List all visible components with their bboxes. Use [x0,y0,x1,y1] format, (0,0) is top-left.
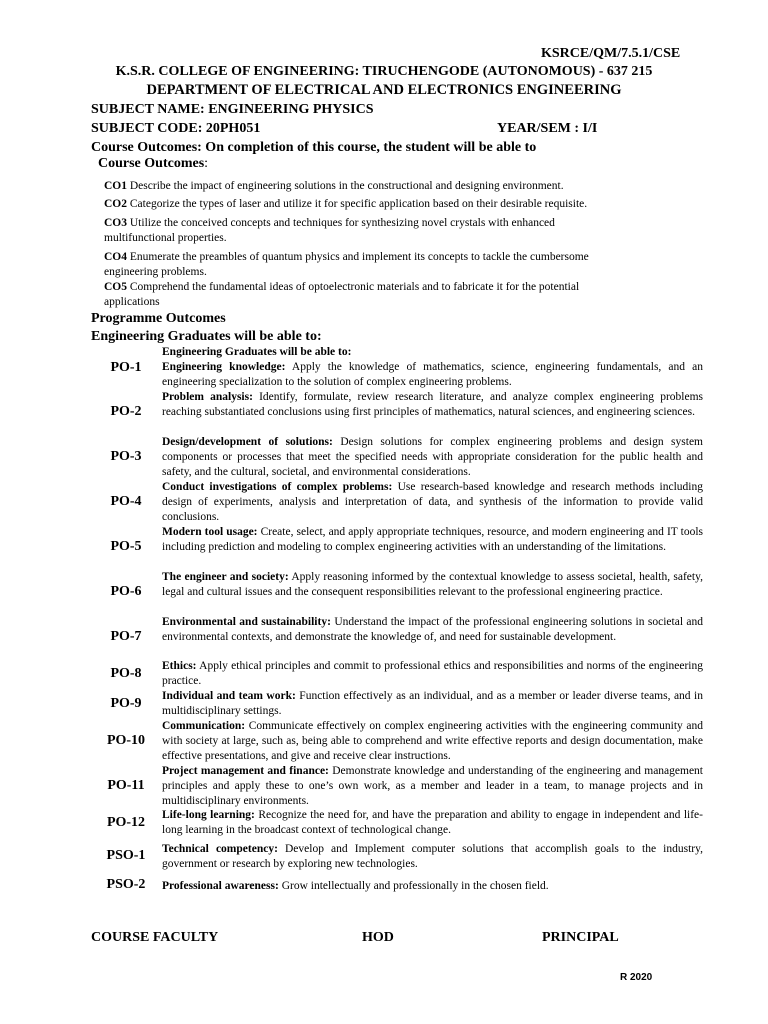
subject-name: SUBJECT NAME: ENGINEERING PHYSICS [91,102,374,117]
po-label: PSO-1 [106,848,146,863]
po-text: Function effectively as an individual, and as a member or leader diverse teams, and in multidisciplinary settings. [162,690,703,717]
po-text: Apply reasoning informed by the contextual knowledge to assess societal, health, safety, legal and cultural issues and the consequent responsibilities relevant to the professional engineering practice. [162,571,703,598]
department-name: DEPARTMENT OF ELECTRICAL AND ELECTRONICS ENGINEERING [146,82,622,98]
signature-hod: HOD [362,930,394,945]
course-outcome-id: CO1 [104,180,127,192]
po-label: PO-8 [110,666,142,681]
year-sem: YEAR/SEM : I/I [497,121,598,136]
programme-outcomes-subheading-small: Engineering Graduates will be able to: [162,346,352,358]
po-label: PO-5 [110,539,142,554]
po-description [162,689,703,719]
po-text: Grow intellectually and professionally in the chosen field. [281,880,549,892]
po-label: PO-2 [110,404,142,419]
course-outcome-id: CO4 [104,251,127,263]
po-title: Individual and team work: [162,690,296,702]
course-outcome-item [104,197,644,212]
po-description [162,360,703,390]
po-description [162,570,703,600]
po-label: PO-12 [106,815,146,830]
subject-code: SUBJECT CODE: 20PH051 [91,121,261,136]
po-label: PO-10 [106,733,146,748]
course-outcome-item [104,179,644,194]
signature-principal: PRINCIPAL [542,930,619,945]
po-text: Understand the impact of the professional engineering solutions in societal and environmental contexts, and demonstrate the knowledge of, and need for sustainable development. [162,616,704,643]
po-label: PO-1 [110,360,142,375]
po-label: PO-9 [110,696,142,711]
po-text: Communicate effectively on complex engineering activities with the engineering community and with society at large, such as, being able to comprehend and write effective reports and design documentation, make effective presentations, and give and receive clear instructions. [162,720,703,762]
po-label: PSO-2 [106,877,146,892]
course-outcome-text: Comprehend the fundamental ideas of optoelectronic materials and to fabricate it for the potential applications [104,281,580,308]
course-outcomes-intro: Course Outcomes: On completion of this course, the student will be able to [91,140,537,155]
document-reference: KSRCE/QM/7.5.1/CSE [541,46,681,61]
po-description [162,719,703,764]
po-label: PO-7 [110,629,142,644]
course-outcome-text: Describe the impact of engineering solutions in the constructional and designing environment. [129,180,564,192]
course-outcomes-heading-colon: : [204,156,209,171]
po-description [162,808,703,838]
course-outcomes-heading [98,156,208,172]
course-outcomes-heading-text: Course Outcomes [98,156,205,171]
po-description [162,764,703,809]
po-title: Technical competency: [162,843,278,855]
course-outcome-id: CO2 [104,198,127,210]
po-label: PO-3 [110,449,142,464]
po-title: Engineering knowledge: [162,361,286,373]
po-description [162,615,703,645]
po-description [162,659,703,689]
po-description [162,879,703,894]
po-text: Identify, formulate, review research literature, and analyze complex engineering problems reaching substantiated conclusions using first principles of mathematics, natural sciences, and engineering sciences. [162,391,703,418]
programme-outcomes-heading: Programme Outcomes [91,311,226,326]
po-title: Modern tool usage: [162,526,258,538]
po-title: Life-long learning: [162,809,255,821]
signature-course-faculty: COURSE FACULTY [91,930,219,945]
po-title: The engineer and society: [162,571,289,583]
po-text: Create, select, and apply appropriate techniques, resource, and modern engineering and IT tools including prediction and modeling to complex engineering activities with an understanding of the limitations. [162,526,703,553]
programme-outcomes-subheading: Engineering Graduates will be able to: [91,329,322,344]
po-text: Apply ethical principles and commit to professional ethics and responsibilities and norms of the engineering practice. [162,660,704,687]
po-text: Develop and Implement computer solutions that accomplish goals to the industry, government or research by exploring new technologies. [162,843,703,870]
po-text: Demonstrate knowledge and understanding of the engineering and management principles and apply these to one’s own work, as a member and leader in a team, to manage projects and in multidisciplinary environments. [162,765,704,807]
course-outcome-text: Categorize the types of laser and utilize it for specific application based on their desirable requisite. [129,198,588,210]
course-outcome-text: Utilize the conceived concepts and techniques for synthesizing novel crystals with enhanced multifunctional properties. [104,217,555,244]
po-title: Design/development of solutions: [162,436,333,448]
course-outcome-item [104,280,634,310]
po-label: PO-4 [110,494,142,509]
po-title: Problem analysis: [162,391,253,403]
po-text: Design solutions for complex engineering problems and design system components or processes that meet the specified needs with appropriate consideration for the public health and safety, and the cultural, societal, and environmental considerations. [162,436,704,478]
po-description [162,390,703,420]
po-label: PO-6 [110,584,142,599]
course-outcome-item [104,216,604,246]
po-title: Ethics: [162,660,197,672]
po-title: Environmental and sustainability: [162,616,331,628]
course-outcome-id: CO5 [104,281,127,293]
po-description [162,435,703,480]
po-description [162,842,703,872]
college-name: K.S.R. COLLEGE OF ENGINEERING: TIRUCHENGODE (AUTONOMOUS) - 637 215 [115,64,653,79]
po-text: Use research-based knowledge and research methods including design of experiments, analysis and interpretation of data, and synthesis of the information to provide valid conclusions. [162,481,703,523]
regulation-label: R 2020 [620,972,653,983]
course-outcome-item [104,250,644,280]
po-title: Conduct investigations of complex problems: [162,481,393,493]
po-title: Professional awareness: [162,880,279,892]
course-outcome-text: Enumerate the preambles of quantum physics and implement its concepts to tackle the cumbersome engineering problems. [104,251,589,278]
po-description [162,525,703,555]
po-title: Communication: [162,720,246,732]
po-text: Apply the knowledge of mathematics, science, engineering fundamentals, and an engineering specialization to the solution of complex engineering problems. [162,361,703,388]
course-outcome-id: CO3 [104,217,127,229]
po-label: PO-11 [107,778,145,793]
po-title: Project management and finance: [162,765,329,777]
po-text: Recognize the need for, and have the preparation and ability to engage in independent and life-long learning in the broadcast context of technological change. [162,809,703,836]
po-description [162,480,703,525]
